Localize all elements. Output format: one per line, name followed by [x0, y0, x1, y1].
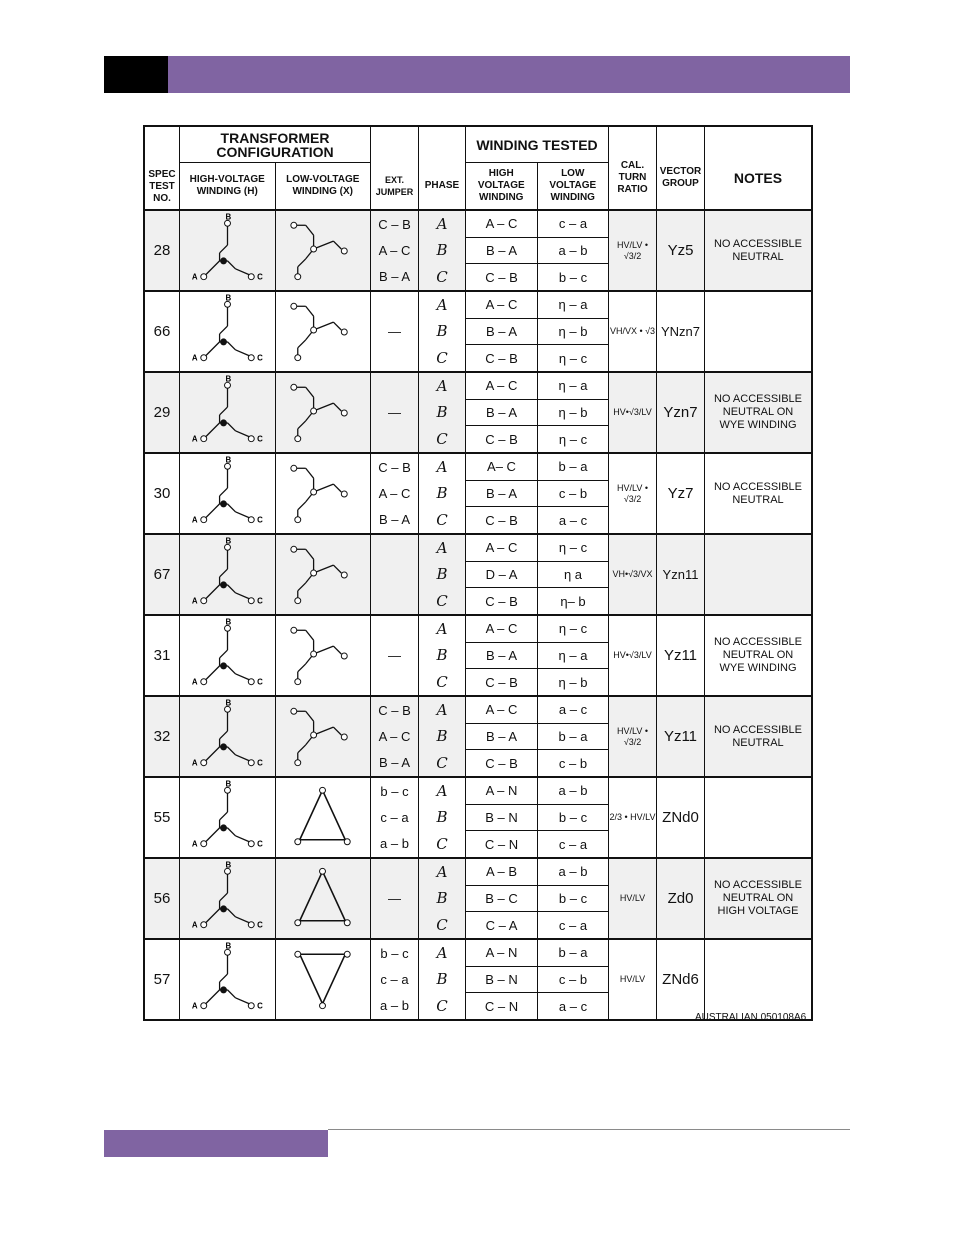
- hv-test-pair: A – C: [466, 373, 537, 400]
- hv-winding-diagram: [180, 535, 276, 614]
- hv-test-pair: C – B: [485, 269, 518, 285]
- spec-test-no: 28: [145, 211, 180, 290]
- hv-test-pair: C – B: [485, 350, 518, 366]
- ext-jumper-value: b – c: [380, 945, 409, 961]
- low-voltage-winding-cell: [538, 292, 609, 371]
- lv-test-pair: c – b: [538, 967, 608, 994]
- header-cal-turn-ratio: CAL. TURN RATIO: [609, 127, 657, 209]
- phase-cell: [419, 535, 466, 614]
- phase-label: C: [436, 510, 448, 529]
- svg-text:A: A: [191, 434, 198, 444]
- header-transformer-config-title: TRANSFORMER CONFIGURATION: [180, 127, 370, 163]
- notes-cell: NO ACCESSIBLE NEUTRAL: [705, 211, 811, 290]
- spec-test-no: 32: [145, 697, 180, 776]
- hv-winding-diagram: [180, 859, 276, 938]
- hv-winding-diagram: [180, 940, 276, 1019]
- svg-text:A: A: [191, 758, 198, 768]
- svg-text:A: A: [191, 272, 198, 282]
- phase-label: B: [436, 889, 448, 908]
- transformer-table: [143, 125, 813, 1021]
- lv-test-pair: η – a: [538, 373, 608, 400]
- phase-cell: [419, 778, 466, 857]
- ext-jumper-value: —: [388, 891, 401, 906]
- cal-turn-ratio: HV/LV • √3/2: [609, 211, 657, 290]
- spec-test-no: 30: [145, 454, 180, 533]
- lv-winding-diagram: [276, 697, 371, 776]
- phase-cell: [419, 859, 466, 938]
- hv-test-pair: B – A: [466, 238, 537, 265]
- phase-label: C: [436, 996, 448, 1015]
- svg-text:B: B: [225, 860, 232, 870]
- header-vector-group: VECTOR GROUP: [657, 127, 705, 209]
- lv-test-pair: b – c: [538, 886, 608, 913]
- phase-label: A: [436, 296, 448, 315]
- hv-test-pair: B – A: [466, 724, 537, 751]
- hv-test-pair: A – C: [466, 292, 537, 319]
- ext-jumper-value: B – A: [378, 269, 411, 285]
- phase-label: B: [436, 565, 448, 584]
- low-voltage-winding-cell: [538, 697, 609, 776]
- hv-test-pair: D – A: [466, 562, 537, 589]
- ext-jumper-value: C – B: [378, 459, 411, 475]
- ext-jumper-cell: [371, 697, 419, 776]
- cal-turn-ratio: HV/LV • √3/2: [609, 454, 657, 533]
- phase-label: A: [436, 782, 448, 801]
- svg-text:B: B: [225, 293, 232, 303]
- ext-jumper-value: A – C: [378, 728, 411, 744]
- table-row: [145, 778, 811, 859]
- low-voltage-winding-cell: [538, 940, 609, 1019]
- header-spec: SPEC TEST NO.: [145, 127, 180, 209]
- phase-cell: [419, 697, 466, 776]
- hv-winding-diagram: [180, 373, 276, 452]
- ext-jumper-value: c – a: [380, 809, 409, 825]
- lv-winding-diagram: [276, 373, 371, 452]
- ext-jumper-value: [371, 535, 418, 614]
- spec-test-no: 56: [145, 859, 180, 938]
- lv-test-pair: b – c: [538, 805, 608, 832]
- lv-test-pair: η a: [538, 562, 608, 589]
- table-row: [145, 616, 811, 697]
- hv-test-pair: C – A: [485, 917, 518, 933]
- vector-group: Yz11: [657, 616, 705, 695]
- ext-jumper-value: —: [388, 324, 401, 339]
- table-row: [145, 859, 811, 940]
- lv-winding-diagram: [276, 535, 371, 614]
- cal-turn-ratio: 2/3 • HV/LV: [609, 778, 657, 857]
- svg-text:A: A: [191, 839, 198, 849]
- ext-jumper-value: b – c: [380, 783, 409, 799]
- hv-test-pair: B – N: [466, 805, 537, 832]
- low-voltage-winding-cell: [538, 859, 609, 938]
- phase-label: B: [436, 241, 448, 260]
- lv-winding-diagram: [276, 616, 371, 695]
- header-winding-tested-title: WINDING TESTED: [466, 127, 608, 163]
- hv-test-pair: C – N: [484, 836, 519, 852]
- hv-test-pair: B – A: [466, 319, 537, 346]
- lv-test-pair: a – c: [538, 697, 608, 724]
- svg-text:C: C: [257, 434, 263, 444]
- lv-test-pair: c – a: [558, 917, 588, 933]
- header-low-voltage-winding: LOW VOLTAGE WINDING: [549, 168, 597, 203]
- lv-test-pair: b – a: [538, 454, 608, 481]
- svg-text:C: C: [257, 1001, 263, 1011]
- lv-test-pair: η – c: [538, 616, 608, 643]
- hv-test-pair: C – B: [485, 431, 518, 447]
- high-voltage-winding-cell: [466, 454, 538, 533]
- svg-text:A: A: [191, 1001, 198, 1011]
- lv-winding-diagram: [276, 211, 371, 290]
- low-voltage-winding-cell: [538, 373, 609, 452]
- hv-test-pair: A – C: [466, 616, 537, 643]
- table-header: [145, 127, 811, 211]
- hv-test-pair: B – A: [466, 400, 537, 427]
- hv-test-pair: A – C: [466, 211, 537, 238]
- figure-caption: AUSTRALIAN.050108A6: [695, 1012, 807, 1023]
- svg-text:C: C: [257, 515, 263, 525]
- notes-cell: NO ACCESSIBLE NEUTRAL: [705, 697, 811, 776]
- hv-test-pair: C – B: [485, 593, 518, 609]
- high-voltage-winding-cell: [466, 292, 538, 371]
- notes-cell: [705, 778, 811, 857]
- table-row: [145, 292, 811, 373]
- lv-test-pair: η – b: [558, 674, 588, 690]
- ext-jumper-cell: [371, 373, 419, 452]
- table-row: [145, 454, 811, 535]
- spec-test-no: 67: [145, 535, 180, 614]
- phase-label: C: [436, 915, 448, 934]
- table-row: [145, 373, 811, 454]
- phase-label: A: [436, 944, 448, 963]
- lv-winding-diagram: [276, 454, 371, 533]
- header-phase: PHASE: [419, 127, 466, 209]
- phase-label: C: [436, 267, 448, 286]
- header-hv-winding: HIGH-VOLTAGE WINDING (H): [180, 163, 276, 209]
- table-row: [145, 535, 811, 616]
- svg-text:C: C: [257, 758, 263, 768]
- svg-text:A: A: [191, 677, 198, 687]
- notes-cell: NO ACCESSIBLE NEUTRAL: [713, 480, 803, 506]
- svg-text:C: C: [257, 353, 263, 363]
- cal-turn-ratio: HV•√3/LV: [609, 616, 657, 695]
- ext-jumper-value: a – b: [380, 836, 409, 852]
- lv-test-pair: η – b: [538, 319, 608, 346]
- ext-jumper-cell: [371, 211, 419, 290]
- lv-test-pair: η – a: [538, 292, 608, 319]
- ext-jumper-cell: [371, 616, 419, 695]
- ext-jumper-cell: [371, 859, 419, 938]
- ext-jumper-value: —: [388, 405, 401, 420]
- phase-label: C: [436, 348, 448, 367]
- hv-test-pair: A – C: [466, 535, 537, 562]
- lv-winding-diagram: [276, 940, 371, 1019]
- phase-label: A: [436, 458, 448, 477]
- svg-text:B: B: [225, 212, 232, 222]
- lv-winding-diagram: [276, 778, 371, 857]
- table-row: [145, 211, 811, 292]
- svg-text:C: C: [257, 677, 263, 687]
- hv-test-pair: B – A: [466, 481, 537, 508]
- ext-jumper-value: —: [388, 648, 401, 663]
- svg-text:B: B: [225, 779, 232, 789]
- cal-turn-ratio: HV/LV • √3/2: [609, 697, 657, 776]
- phase-label: C: [436, 834, 448, 853]
- lv-winding-diagram: [276, 292, 371, 371]
- high-voltage-winding-cell: [466, 778, 538, 857]
- vector-group: Yzn7: [657, 373, 705, 452]
- ext-jumper-value: a – b: [380, 998, 409, 1014]
- footer-bar: [104, 1130, 328, 1157]
- notes-cell: NO ACCESSIBLE NEUTRAL ON WYE WINDING: [705, 373, 811, 452]
- phase-cell: [419, 616, 466, 695]
- phase-label: B: [436, 484, 448, 503]
- lv-test-pair: a – b: [538, 238, 608, 265]
- svg-text:C: C: [257, 596, 263, 606]
- lv-test-pair: a – c: [558, 512, 588, 528]
- svg-text:A: A: [191, 353, 198, 363]
- svg-text:B: B: [225, 374, 232, 384]
- high-voltage-winding-cell: [466, 211, 538, 290]
- lv-test-pair: c – b: [558, 755, 588, 771]
- phase-label: B: [436, 727, 448, 746]
- phase-cell: [419, 940, 466, 1019]
- high-voltage-winding-cell: [466, 616, 538, 695]
- phase-cell: [419, 211, 466, 290]
- low-voltage-winding-cell: [538, 211, 609, 290]
- ext-jumper-value: C – B: [378, 702, 411, 718]
- table-row: [145, 697, 811, 778]
- high-voltage-winding-cell: [466, 373, 538, 452]
- hv-test-pair: A – B: [466, 859, 537, 886]
- svg-text:A: A: [191, 596, 198, 606]
- header-transformer-config: [180, 127, 371, 209]
- vector-group: Yz7: [657, 454, 705, 533]
- svg-text:B: B: [225, 455, 232, 465]
- footer-line: [328, 1129, 850, 1130]
- phase-label: C: [436, 591, 448, 610]
- header-winding-tested: [466, 127, 609, 209]
- lv-test-pair: c – b: [538, 481, 608, 508]
- lv-test-pair: η– b: [560, 593, 586, 609]
- lv-test-pair: η – c: [558, 350, 588, 366]
- phase-cell: [419, 292, 466, 371]
- ext-jumper-value: c – a: [380, 971, 409, 987]
- phase-label: A: [436, 377, 448, 396]
- hv-test-pair: C – B: [485, 512, 518, 528]
- lv-test-pair: c – a: [538, 211, 608, 238]
- vector-group: Yz11: [657, 697, 705, 776]
- phase-label: A: [436, 863, 448, 882]
- header-lv-winding: LOW-VOLTAGE WINDING (X): [286, 174, 360, 197]
- low-voltage-winding-cell: [538, 454, 609, 533]
- svg-text:B: B: [225, 617, 232, 627]
- lv-test-pair: b – c: [558, 269, 588, 285]
- phase-label: B: [436, 322, 448, 341]
- hv-winding-diagram: [180, 697, 276, 776]
- svg-text:B: B: [225, 698, 232, 708]
- svg-text:A: A: [191, 920, 198, 930]
- hv-test-pair: A – N: [466, 940, 537, 967]
- lv-test-pair: η – a: [538, 643, 608, 670]
- svg-text:A: A: [191, 515, 198, 525]
- ext-jumper-value: B – A: [378, 755, 411, 771]
- vector-group: ZNd6: [657, 940, 705, 1019]
- lv-winding-diagram: [276, 859, 371, 938]
- lv-test-pair: a – b: [538, 859, 608, 886]
- cal-turn-ratio: VH/VX • √3: [609, 292, 657, 371]
- svg-text:B: B: [225, 941, 232, 951]
- header-high-voltage-winding: HIGH VOLTAGE WINDING: [466, 163, 538, 209]
- phase-label: A: [436, 539, 448, 558]
- hv-test-pair: A – C: [466, 697, 537, 724]
- low-voltage-winding-cell: [538, 616, 609, 695]
- low-voltage-winding-cell: [538, 778, 609, 857]
- hv-test-pair: B – C: [466, 886, 537, 913]
- svg-text:B: B: [225, 536, 232, 546]
- phase-label: B: [436, 403, 448, 422]
- spec-test-no: 29: [145, 373, 180, 452]
- header-notes: NOTES: [733, 170, 783, 186]
- hv-winding-diagram: [180, 616, 276, 695]
- svg-text:C: C: [257, 272, 263, 282]
- ext-jumper-cell: [371, 292, 419, 371]
- lv-test-pair: η – c: [558, 431, 588, 447]
- svg-text:C: C: [257, 839, 263, 849]
- phase-label: C: [436, 672, 448, 691]
- vector-group: Zd0: [657, 859, 705, 938]
- spec-test-no: 57: [145, 940, 180, 1019]
- phase-cell: [419, 454, 466, 533]
- hv-winding-diagram: [180, 778, 276, 857]
- vector-group: Yzn11: [657, 535, 705, 614]
- low-voltage-winding-cell: [538, 535, 609, 614]
- phase-label: B: [436, 646, 448, 665]
- notes-cell: [705, 292, 811, 371]
- header-ext-jumper: EXT. JUMPER: [371, 127, 419, 209]
- spec-test-no: 55: [145, 778, 180, 857]
- hv-test-pair: C – B: [485, 674, 518, 690]
- phase-cell: [419, 373, 466, 452]
- ext-jumper-value: A – C: [378, 242, 411, 258]
- ext-jumper-cell: [371, 535, 419, 614]
- svg-text:C: C: [257, 920, 263, 930]
- table-body: [145, 211, 811, 1019]
- hv-winding-diagram: [180, 292, 276, 371]
- ext-jumper-cell: [371, 778, 419, 857]
- hv-test-pair: A – N: [466, 778, 537, 805]
- lv-test-pair: η – b: [538, 400, 608, 427]
- ext-jumper-value: A – C: [378, 485, 411, 501]
- notes-cell: NO ACCESSIBLE NEUTRAL ON HIGH VOLTAGE: [705, 859, 811, 938]
- hv-test-pair: C – B: [485, 755, 518, 771]
- hv-test-pair: A– C: [466, 454, 537, 481]
- lv-test-pair: a – c: [558, 998, 588, 1014]
- vector-group: Yz5: [657, 211, 705, 290]
- high-voltage-winding-cell: [466, 697, 538, 776]
- spec-test-no: 66: [145, 292, 180, 371]
- lv-test-pair: η – c: [538, 535, 608, 562]
- high-voltage-winding-cell: [466, 940, 538, 1019]
- header-black-box: [104, 56, 168, 93]
- lv-test-pair: b – a: [538, 724, 608, 751]
- table-row: [145, 940, 811, 1019]
- high-voltage-winding-cell: [466, 535, 538, 614]
- cal-turn-ratio: HV/LV: [609, 859, 657, 938]
- cal-turn-ratio: HV•√3/LV: [609, 373, 657, 452]
- header-bar: [168, 56, 850, 93]
- vector-group: YNzn7: [657, 292, 705, 371]
- ext-jumper-value: C – B: [378, 216, 411, 232]
- phase-label: B: [436, 970, 448, 989]
- cal-turn-ratio: HV/LV: [609, 940, 657, 1019]
- hv-test-pair: B – N: [466, 967, 537, 994]
- hv-test-pair: C – N: [484, 998, 519, 1014]
- phase-label: B: [436, 808, 448, 827]
- phase-label: A: [436, 620, 448, 639]
- notes-cell: [705, 535, 811, 614]
- vector-group: ZNd0: [657, 778, 705, 857]
- ext-jumper-value: B – A: [378, 512, 411, 528]
- phase-label: C: [436, 429, 448, 448]
- cal-turn-ratio: VH•√3/VX: [609, 535, 657, 614]
- phase-label: A: [436, 215, 448, 234]
- hv-winding-diagram: [180, 454, 276, 533]
- spec-test-no: 31: [145, 616, 180, 695]
- ext-jumper-cell: [371, 454, 419, 533]
- ext-jumper-cell: [371, 940, 419, 1019]
- lv-test-pair: a – b: [538, 778, 608, 805]
- hv-test-pair: B – A: [466, 643, 537, 670]
- lv-test-pair: b – a: [538, 940, 608, 967]
- lv-test-pair: c – a: [558, 836, 588, 852]
- high-voltage-winding-cell: [466, 859, 538, 938]
- phase-label: C: [436, 753, 448, 772]
- notes-cell: NO ACCESSIBLE NEUTRAL ON WYE WINDING: [713, 636, 803, 674]
- notes-cell: [705, 940, 811, 1019]
- hv-winding-diagram: [180, 211, 276, 290]
- phase-label: A: [436, 701, 448, 720]
